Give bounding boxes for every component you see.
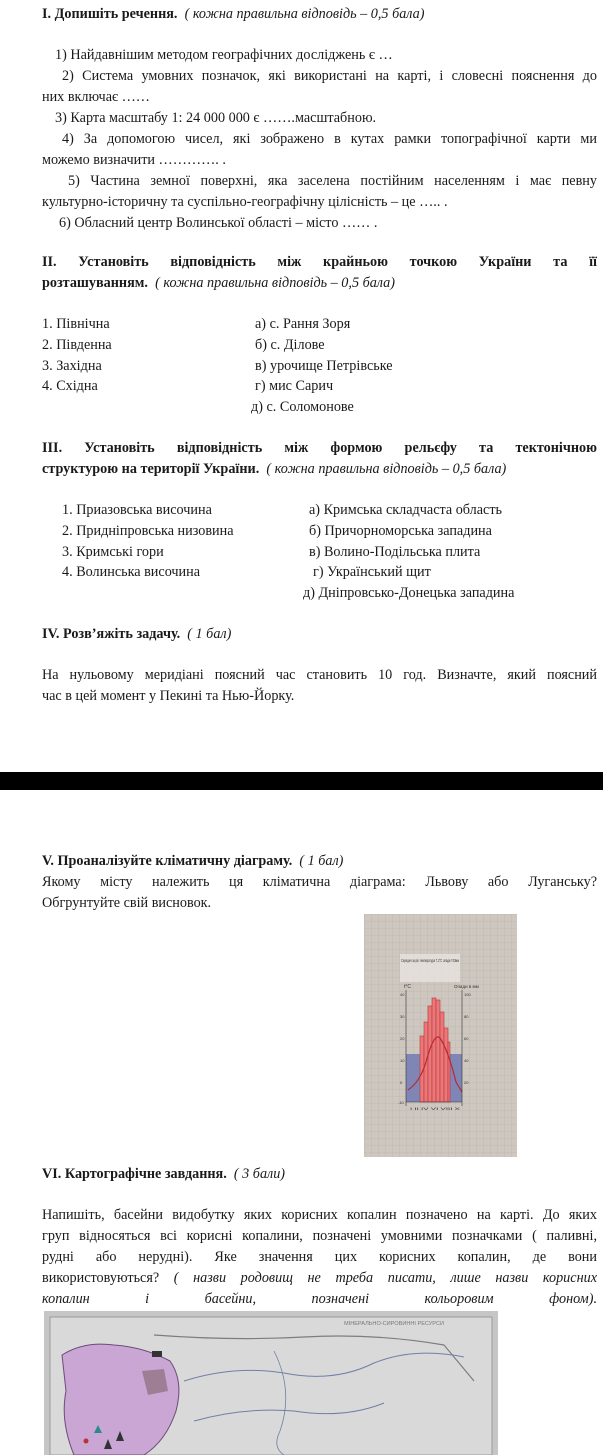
s3-right-e: д) Дніпровсько-Донецька западина: [303, 585, 515, 601]
section-3-heading-2: структурою на території України. ( кожна правильна відповідь – 0,5 бала): [42, 461, 507, 477]
s1-line-6: можемо визначити …………. .: [42, 152, 226, 168]
map-circle-symbol: [84, 1439, 89, 1444]
s2-right-e: д) с. Соломонове: [251, 399, 354, 415]
section-2-heading-2: розташуванням. ( кожна правильна відповідь – 0,5 бала): [42, 275, 395, 291]
s6-line-3: рудні або нерудні). Яке значення цих корисних копалин, де вони: [42, 1249, 597, 1265]
s6-line-5: копалин і басейни, позначені кольоровим фоном).: [42, 1291, 597, 1307]
bar-4: [432, 998, 436, 1102]
section-1-heading: I. Допишіть речення. ( кожна правильна відповідь – 0,5 бала): [42, 6, 425, 22]
section-3-note: ( кожна правильна відповідь – 0,5 бала): [266, 461, 507, 477]
section-4-note: ( 1 бал): [187, 626, 232, 642]
s1-line-1: 1) Найдавнішим методом географічних досліджень є …: [55, 47, 393, 63]
tick-left-20: 20: [400, 1036, 405, 1041]
s1-line-8: культурно-історичну та суспільно-географічну цілісність – це ….. .: [42, 194, 448, 210]
s3-left-3: 3. Кримські гори: [62, 544, 164, 560]
s1-line-4: 3) Карта масштабу 1: 24 000 000 є …….масштабною.: [55, 110, 377, 126]
section-5-note: ( 1 бал): [299, 853, 344, 869]
tick-left-10: 10: [400, 1058, 405, 1063]
s4-line-1: На нульовому меридіані поясний час становить 10 год. Визначте, який поясний: [42, 667, 597, 683]
bar-5: [436, 1000, 440, 1102]
diagram-side-band-right: [450, 1054, 462, 1102]
climate-diagram: [364, 914, 517, 1157]
s6-line-4: використовуються? ( назви родовищ не треба писати, лише назви корисних: [42, 1270, 597, 1286]
section-5-heading: V. Проаналізуйте кліматичну діаграму. ( 1 бал): [42, 853, 344, 869]
s3-right-d: г) Український щит: [313, 564, 431, 580]
tick-right-20: 20: [464, 1080, 469, 1085]
bar-8: [448, 1042, 450, 1102]
page-2: [0, 790, 603, 1455]
s3-right-b: б) Причорноморська западина: [309, 523, 492, 539]
s3-right-c: в) Волино-Подільська плита: [309, 544, 481, 560]
s2-left-4: 4. Східна: [42, 378, 98, 394]
s3-left-1: 1. Приазовська височина: [62, 502, 212, 518]
section-6-heading: VI. Картографічне завдання. ( 3 бали): [42, 1166, 286, 1182]
s1-line-7: 5) Частина земної поверхні, яка заселена постійним населенням і має певну: [68, 173, 597, 189]
section-4-heading: IV. Розв’яжіть задачу. ( 1 бал): [42, 626, 232, 642]
tick-right-40: 40: [464, 1058, 469, 1063]
map-title: МІНЕРАЛЬНО-СИРОВИННІ РЕСУРСИ: [344, 1321, 445, 1327]
tick-left-40: 40: [400, 992, 405, 997]
s3-right-a: а) Кримська складчаста область: [309, 502, 503, 518]
s2-right-d: г) мис Сарич: [255, 378, 334, 394]
s1-line-9: 6) Обласний центр Волинської області – місто …… .: [59, 215, 378, 231]
diagram-months: I II IV VI VIII X: [410, 1107, 462, 1111]
s2-left-2: 2. Південна: [42, 337, 112, 353]
s4-line-2: час в цей момент у Пекині та Нью-Йорку.: [42, 688, 295, 704]
section-6-note: ( 3 бали): [233, 1166, 286, 1182]
bar-7: [444, 1028, 448, 1102]
diagram-side-band-left: [406, 1054, 420, 1102]
s5-line-2: Обгрунтуйте свій висновок.: [42, 895, 212, 911]
s2-right-c: в) урочище Петрівське: [255, 358, 393, 374]
section-2-note: ( кожна правильна відповідь – 0,5 бала): [155, 275, 395, 291]
map-rect-symbol: [152, 1351, 162, 1357]
s3-left-2: 2. Придніпровська низовина: [62, 523, 234, 539]
section-1-note: ( кожна правильна відповідь – 0,5 бала): [184, 6, 425, 22]
tick-left-30: 30: [400, 1014, 405, 1019]
mineral-resources-map: [44, 1311, 498, 1455]
tick-right-60: 60: [464, 1036, 469, 1041]
tick-left-0: 0: [400, 1080, 403, 1085]
s2-right-a: а) с. Рання Зоря: [255, 316, 351, 332]
s2-left-3: 3. Західна: [42, 358, 102, 374]
tick-right-80: 80: [464, 1014, 469, 1019]
diagram-y-left-label: t°C: [404, 984, 411, 990]
mineral-resources-map-photo: [44, 1311, 498, 1455]
s6-line-1: Напишіть, басейни видобутку яких корисних копалин позначено на карті. До яких: [42, 1207, 597, 1223]
s2-right-b: б) с. Ділове: [255, 337, 325, 353]
diagram-y-right-label: Опади в мм: [454, 984, 479, 989]
s3-left-4: 4. Волинська височина: [62, 564, 201, 580]
tick-left-minus10: -10: [398, 1100, 404, 1105]
diagram-title: Середня за рік температура 7,2°C опади 743мм: [401, 958, 459, 963]
bar-6: [440, 1012, 444, 1102]
s6-line-2: груп відносяться всі корисні копалини, позначені умовними позначками ( паливні,: [42, 1228, 597, 1244]
page-divider: [0, 772, 603, 790]
s1-line-2: 2) Система умовних позначок, які використані на карті, і словесні пояснення до: [62, 68, 597, 84]
s1-line-5: 4) За допомогою чисел, які зображено в кутах рамки топографічної карти ми: [62, 131, 597, 147]
section-2-heading: II. Установіть відповідність між крайньою точкою України та її: [42, 254, 597, 270]
section-3-heading: III. Установіть відповідність між формою рельєфу та тектонічною: [42, 440, 597, 456]
tick-right-100: 100: [464, 992, 471, 997]
climate-diagram-photo: [364, 914, 517, 1157]
s1-line-3: них включає ……: [42, 89, 150, 105]
s5-line-1: Якому місту належить ця кліматична діаграма: Львову або Луганську?: [42, 874, 597, 890]
s2-left-1: 1. Північна: [42, 316, 110, 332]
